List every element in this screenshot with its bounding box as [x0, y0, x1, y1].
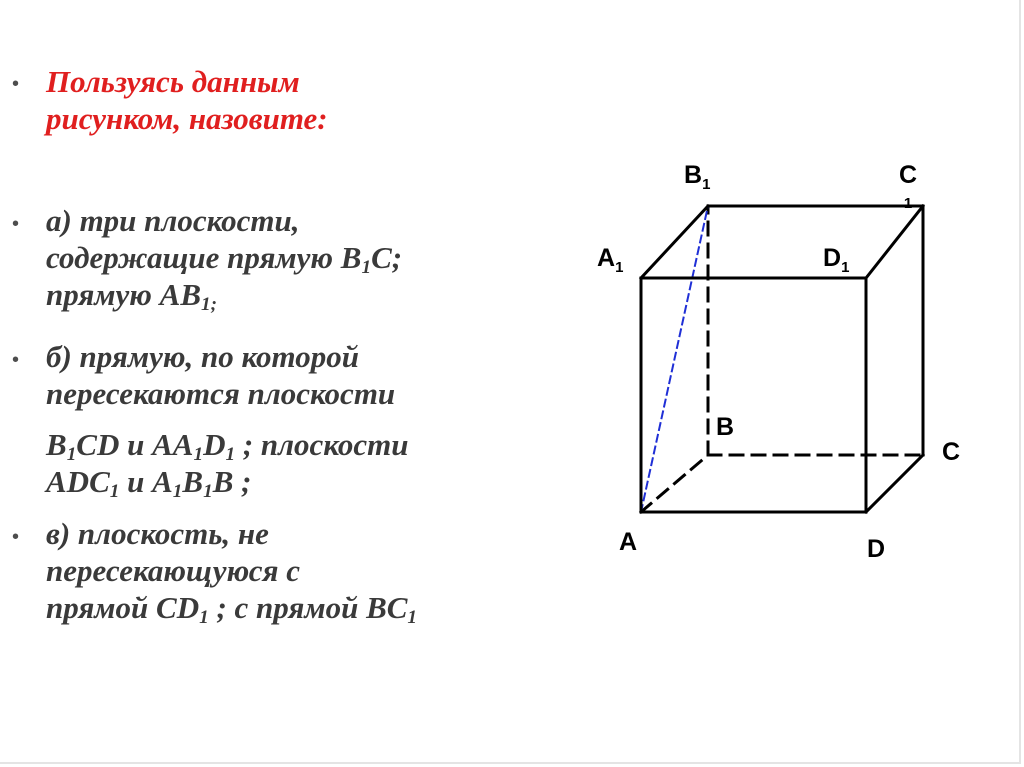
vertex-label-C1: C 1: [898, 161, 918, 212]
edge-DC: [866, 455, 923, 512]
item-b-line-1: б) прямую, по которой: [46, 339, 359, 374]
item-c-line-1: в) плоскость, не: [46, 516, 269, 551]
item-b-line-3: $B_1CD$ и $AA_1D_1$ ; плоскости: [46, 427, 409, 465]
diagonal-AB1: [641, 206, 708, 512]
bullet-item-c: •: [12, 526, 20, 548]
vertex-label-A: A: [619, 528, 638, 556]
vertex-label-C: C: [942, 438, 961, 466]
item-b-line-2: пересекаются плоскости: [46, 376, 396, 411]
bullet-item-a: •: [12, 213, 20, 235]
item-c-line-3: прямой $CD_1$ ; с прямой $BC_1$: [46, 590, 418, 628]
edge-A1B1: [641, 206, 708, 278]
item-a-line-2: содержащие прямую $B_1C$;: [46, 240, 403, 278]
vertex-label-A1: $A_1$: [597, 244, 624, 276]
item-c-line-2: пересекающуюся с: [46, 553, 301, 588]
edge-D1C1: [866, 206, 923, 278]
bullet-item-b: •: [12, 349, 20, 371]
item-b-line-4: $ADC_1$ и $A_1B_1B$ ;: [46, 464, 252, 502]
item-a-line-3: прямую $АВ_{1;}$: [46, 277, 218, 315]
intro-line-2: рисунком, назовите:: [46, 101, 328, 136]
intro-line-1: Пользуясь данным: [46, 64, 300, 99]
item-a-line-1: а) три плоскости,: [46, 203, 300, 238]
vertex-label-B: B: [716, 413, 735, 441]
vertex-label-D: D: [867, 535, 886, 563]
vertex-label-B1: $B_1$: [684, 161, 711, 193]
vertex-label-D1: $D_1$: [823, 244, 850, 276]
bullet-intro: •: [12, 73, 20, 95]
